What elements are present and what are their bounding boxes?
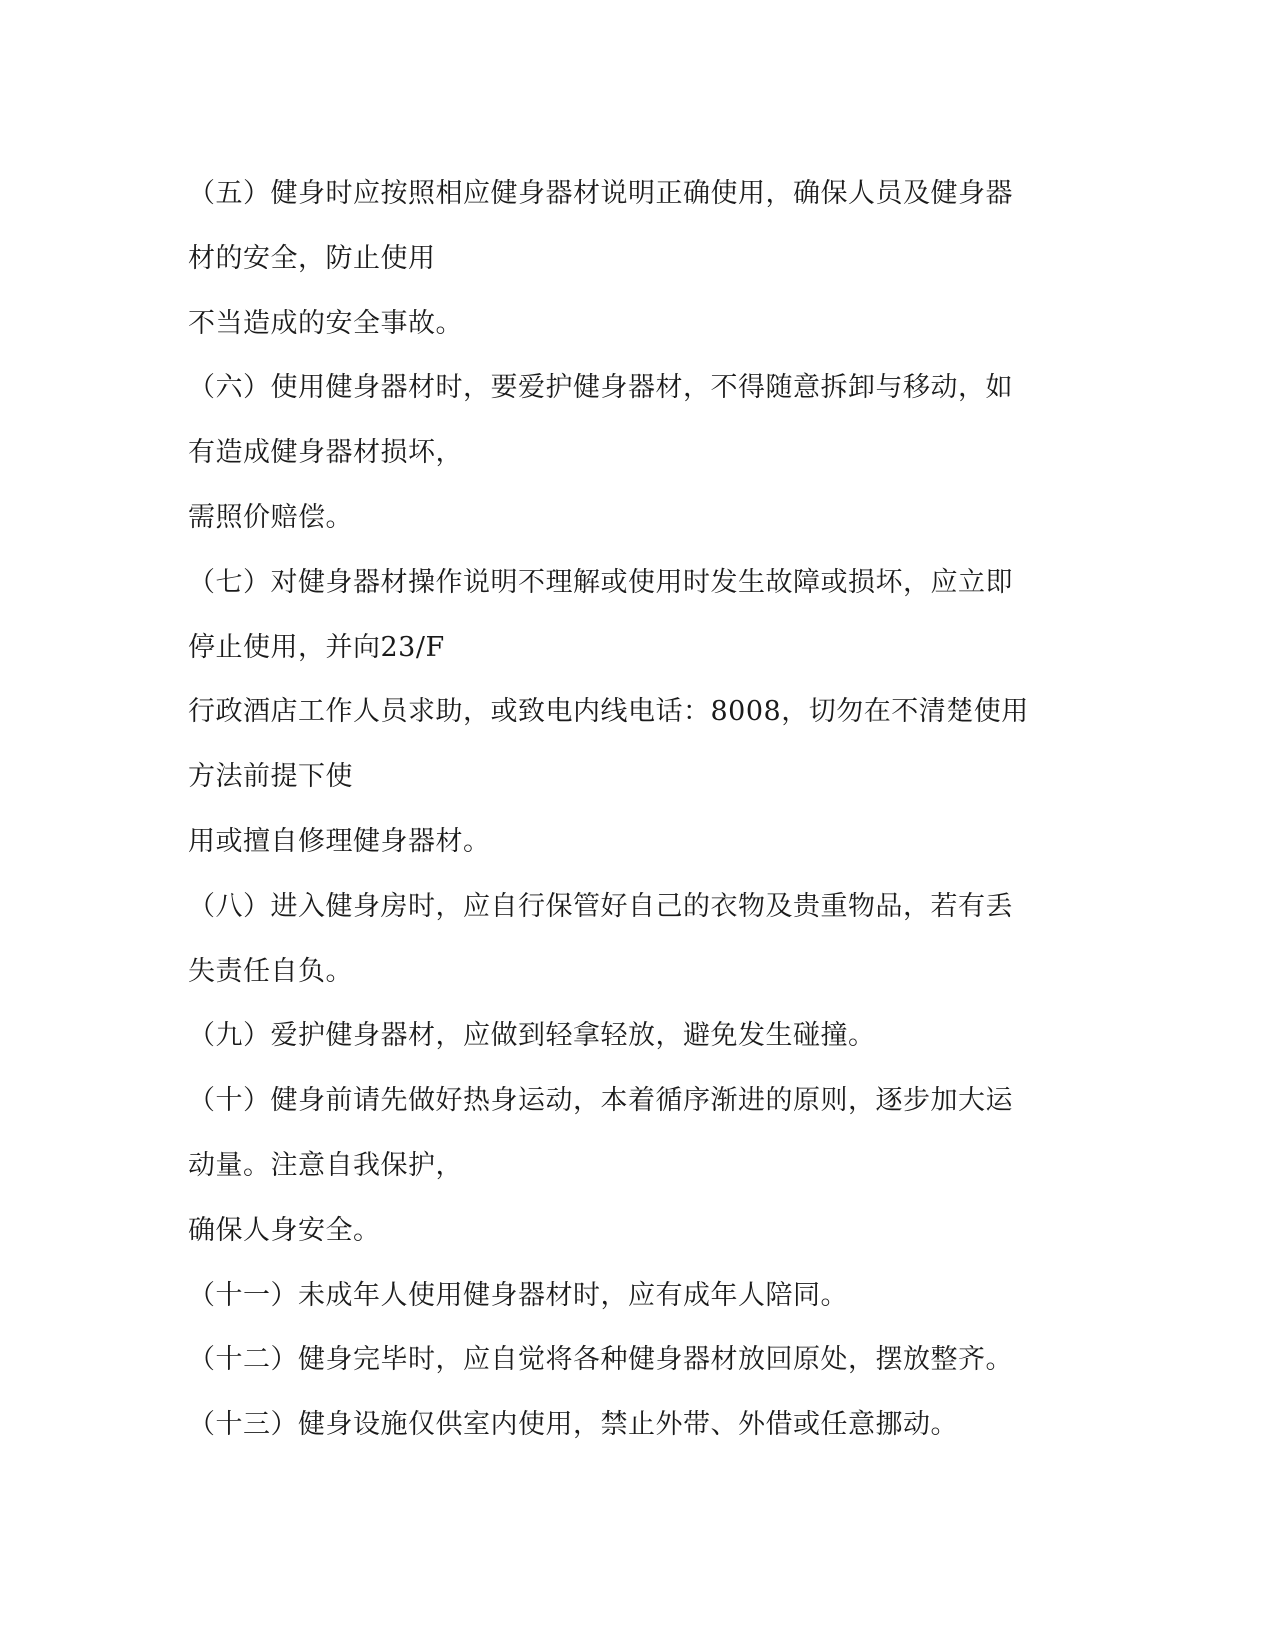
text-line: 需照价赔偿。 — [188, 501, 353, 533]
text-line: （五）健身时应按照相应健身器材说明正确使用，确保人员及健身器 — [188, 178, 1013, 209]
text-line: （九）爱护健身器材，应做到轻拿轻放，避免发生碰撞。 — [188, 1020, 876, 1052]
text-line: 确保人身安全。 — [188, 1214, 381, 1246]
text-line: 方法前提下使 — [188, 761, 353, 793]
text-line: （十三）健身设施仅供室内使用，禁止外带、外借或任意挪动。 — [188, 1409, 958, 1441]
text-line: 材的安全，防止使用 — [188, 242, 436, 274]
text-line: （八）进入健身房时，应自行保管好自己的衣物及贵重物品，若有丢 — [188, 890, 1013, 922]
text-line: 不当造成的安全事故。 — [188, 307, 463, 339]
text-line: 失责任自负。 — [188, 955, 353, 987]
text-line: （十）健身前请先做好热身运动，本着循序渐进的原则，逐步加大运 — [188, 1085, 1013, 1117]
text-line: （十一）未成年人使用健身器材时，应有成年人陪同。 — [188, 1279, 848, 1311]
text-line: 有造成健身器材损坏， — [188, 437, 463, 469]
text-line: （六）使用健身器材时，要爱护健身器材，不得随意拆卸与移动，如 — [188, 372, 1013, 404]
text-line: 行政酒店工作人员求助，或致电内线电话：8008，切勿在不清楚使用 — [188, 696, 1029, 728]
text-line: （七）对健身器材操作说明不理解或使用时发生故障或损坏，应立即 — [188, 566, 1013, 598]
text-line: 用或擅自修理健身器材。 — [188, 825, 491, 857]
document-body — [188, 162, 1068, 1458]
text-line: 动量。注意自我保护， — [188, 1149, 463, 1181]
text-line: （十二）健身完毕时，应自觉将各种健身器材放回原处，摆放整齐。 — [188, 1344, 1013, 1376]
text-line: 停止使用，并向23/F — [188, 631, 445, 663]
